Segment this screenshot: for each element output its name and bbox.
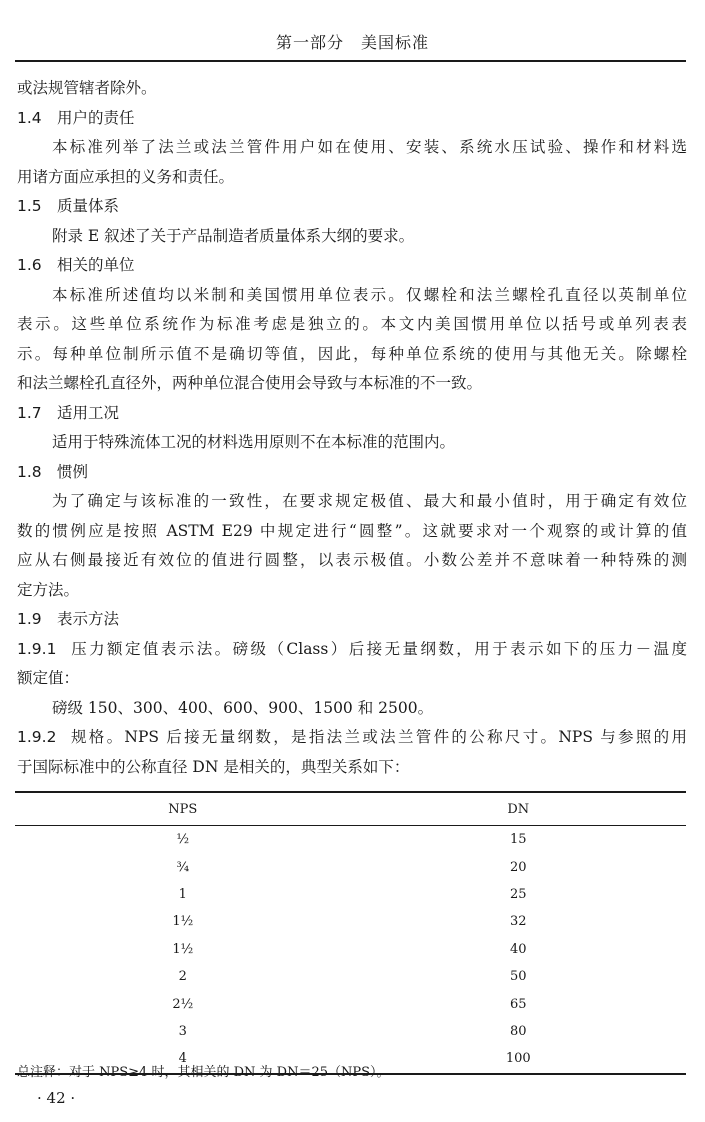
dn-cell: 40 [509, 941, 527, 957]
nps-cell: 3 [178, 1023, 187, 1039]
dn-cell: 25 [509, 886, 527, 902]
table-header-row [15, 792, 686, 826]
nps-cell: 1 [178, 886, 187, 902]
paragraph-line: 额定值： [17, 669, 80, 687]
paragraph-line: 示。每种单位制所示值不是确切等值，因此，每种单位系统的使用与其他无关。除螺栓 [17, 344, 687, 363]
paragraph-line: 和法兰螺栓孔直径外，两种单位混合使用会导致与本标准的不一致。 [17, 374, 483, 392]
document-body [17, 74, 687, 782]
section-heading-1-5 [17, 192, 687, 222]
paragraph-line: 于国际标准中的公称直径 DN 是相关的，典型关系如下： [17, 757, 410, 776]
section-number: 1.9 [17, 610, 42, 628]
section-number: 1.5 [17, 197, 42, 215]
table-row [15, 853, 686, 880]
section-heading-1-9 [17, 605, 687, 635]
dn-cell: 50 [509, 969, 527, 985]
section-number: 1.9.2 [17, 728, 57, 746]
paragraph-line: 数的惯例应是按照 ASTM E29 中规定进行“圆整”。这就要求对一个观察的或计算的值 [17, 521, 687, 540]
table-row [15, 826, 686, 854]
paragraph-line: 定方法。 [17, 580, 80, 599]
dn-cell: 32 [509, 914, 527, 930]
dn-cell: 65 [509, 996, 527, 1012]
nps-cell: 1½ [172, 941, 194, 957]
nps-dn-table [15, 791, 686, 1075]
nps-cell: 1½ [172, 914, 194, 930]
section-heading-1-6 [17, 251, 687, 281]
section-title: 规格。NPS 后接无量纲数，是指法兰或法兰管件的公称尺寸。NPS 与参照的用 [70, 728, 687, 746]
section-number: 1.7 [17, 403, 42, 422]
nps-cell: 2½ [172, 996, 194, 1012]
running-header: 第一部分 美国标准 [275, 33, 429, 52]
column-header-dn: DN [351, 792, 687, 826]
section-title: 表示方法 [57, 610, 120, 628]
section-heading-1-7 [17, 399, 687, 429]
paragraph-line: 适用于特殊流体工况的材料选用原则不在本标准的范围内。 [52, 433, 456, 451]
dn-cell: 15 [509, 832, 527, 848]
paragraph-line: 用诸方面应承担的义务和责任。 [17, 167, 235, 186]
section-title: 用户的责任 [57, 108, 135, 127]
paragraph-line: 磅级 150、300、400、600、900、1500 和 2500。 [52, 698, 434, 717]
section-heading-1-9-2 [17, 723, 687, 753]
page-number: · 42 · [37, 1089, 76, 1107]
general-note: 总注释：对于 NPS≥4 时，其相关的 DN 为 DN＝25（NPS）。 [17, 1065, 390, 1080]
table-row [15, 908, 686, 935]
table-row [15, 1018, 686, 1045]
nps-cell: ¾ [176, 859, 190, 875]
table-row [15, 963, 686, 990]
section-title: 质量体系 [57, 197, 120, 215]
section-title: 压力额定值表示法。磅级（Class）后接无量纲数，用于表示如下的压力－温度 [71, 639, 687, 658]
nps-cell: 4 [15, 1045, 351, 1073]
dn-cell: 20 [509, 859, 527, 875]
section-heading-1-9-1 [17, 635, 687, 665]
section-number: 1.8 [17, 462, 42, 481]
paragraph-line: 表示。这些单位系统作为标准考虑是独立的。本文内美国惯用单位以括号或单列表表 [17, 315, 687, 333]
section-number: 1.4 [17, 108, 42, 127]
table-row [15, 990, 686, 1017]
table-row [15, 881, 686, 908]
paragraph-line: 为了确定与该标准的一致性，在要求规定极值、最大和最小值时，用于确定有效位 [52, 492, 687, 510]
dn-cell: 80 [509, 1023, 527, 1039]
section-title: 适用工况 [57, 403, 120, 422]
section-number: 1.6 [17, 256, 42, 274]
paragraph-line: 本标准所述值均以米制和美国惯用单位表示。仅螺栓和法兰螺栓孔直径以英制单位 [52, 285, 687, 304]
table-row [15, 936, 686, 963]
header-rule [15, 60, 686, 62]
paragraph-line: 附录 E 叙述了关于产品制造者质量体系大纲的要求。 [52, 226, 415, 245]
section-title: 惯例 [57, 462, 89, 481]
paragraph-line: 或法规管辖者除外。 [17, 79, 157, 97]
section-title: 相关的单位 [57, 256, 135, 274]
dn-cell: 100 [351, 1045, 687, 1073]
section-number: 1.9.1 [17, 639, 57, 658]
paragraph-line: 应从右侧最接近有效位的值进行圆整，以表示极值。小数公差并不意味着一种特殊的测 [17, 551, 687, 569]
paragraph-line: 本标准列举了法兰或法兰管件用户如在使用、安装、系统水压试验、操作和材料选 [52, 138, 687, 156]
column-header-nps: NPS [15, 792, 351, 826]
nps-cell: 2 [178, 969, 187, 985]
section-heading-1-4 [17, 104, 687, 134]
section-heading-1-8 [17, 458, 687, 488]
nps-cell: ½ [176, 832, 190, 848]
